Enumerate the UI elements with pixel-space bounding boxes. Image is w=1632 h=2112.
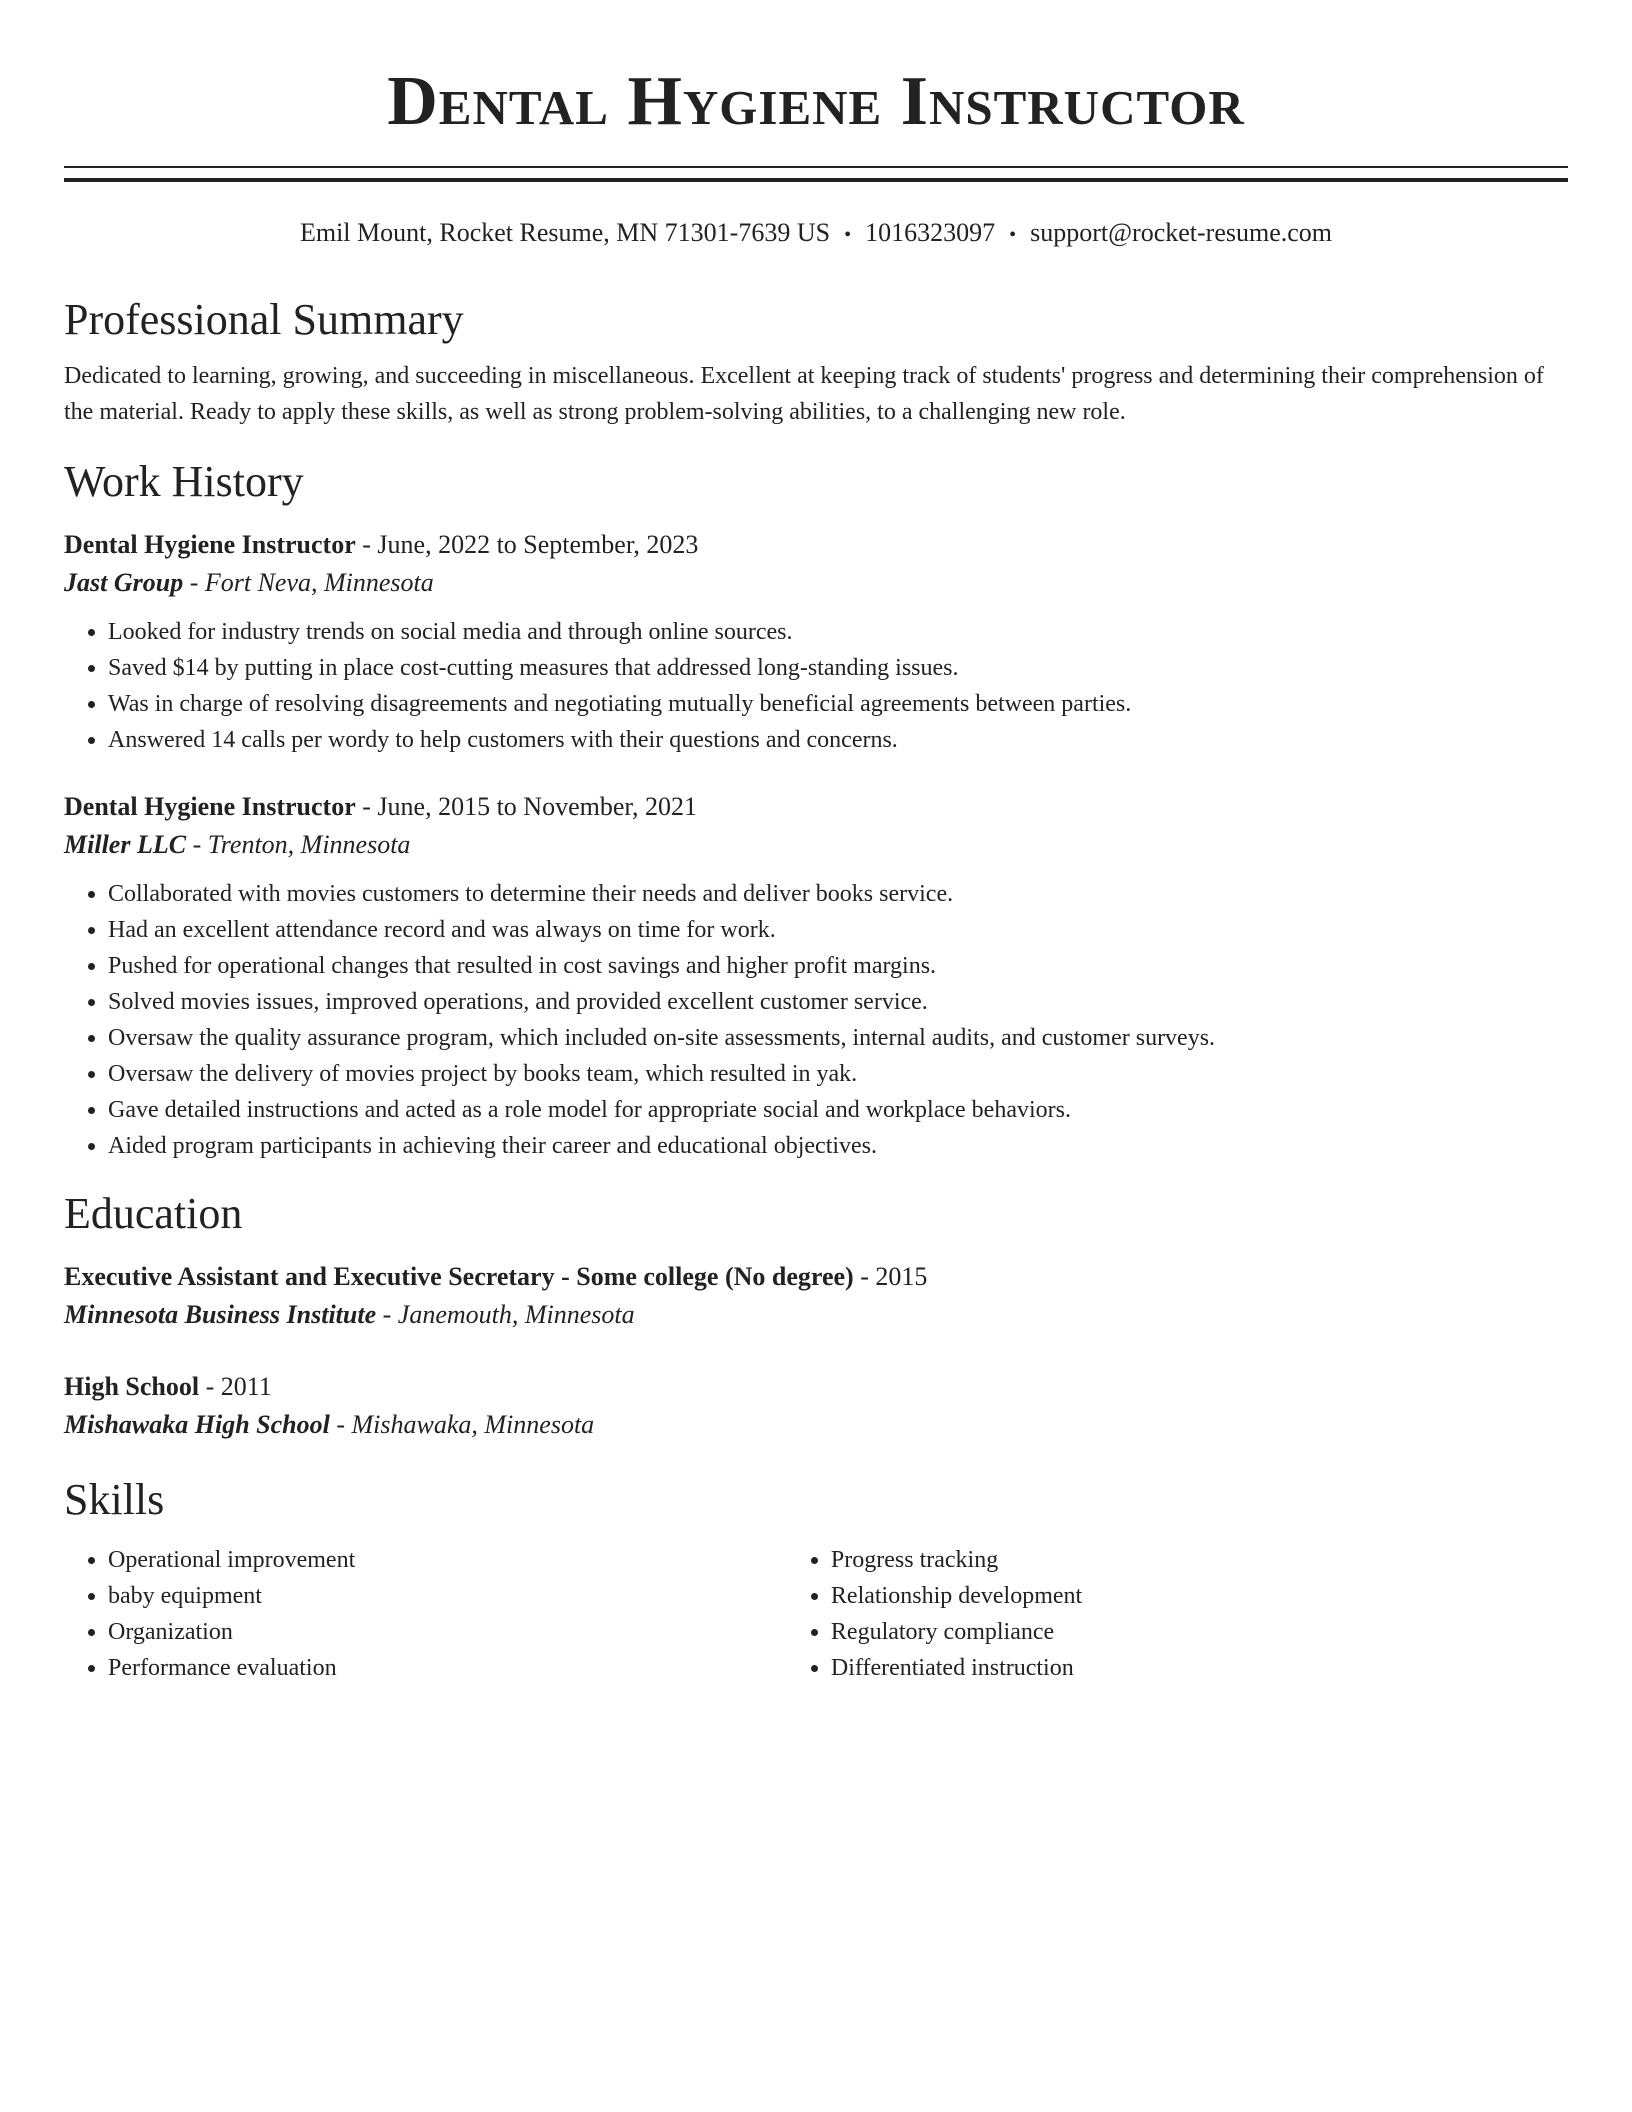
list-item: • Oversaw the quality assurance program, which included on-site assessments, internal audits, and customer surveys. (108, 1020, 1568, 1056)
skill-item: • Progress tracking (831, 1542, 1568, 1578)
section-title-skills: Skills (64, 1475, 165, 1524)
job-location: - Fort Neva, Minnesota (183, 568, 434, 597)
skill-item: • Operational improvement (108, 1542, 787, 1578)
job-bullet-list (64, 876, 1568, 1164)
education-degree: High School (64, 1372, 200, 1401)
education-institution (64, 1296, 1568, 1334)
education-location: - Janemouth, Minnesota (376, 1300, 635, 1329)
list-item: • Looked for industry trends on social media and through online sources. (108, 614, 1568, 650)
job-position: Dental Hygiene Instructor (64, 530, 356, 559)
job-employer (64, 564, 1568, 602)
list-item: • Gave detailed instructions and acted as a role model for appropriate social and workplace behaviors. (108, 1092, 1568, 1128)
contact-email: support@rocket-resume.com (1030, 218, 1333, 247)
summary-text: Dedicated to learning, growing, and succeeding in miscellaneous. Excellent at keeping track of students' progress and determining their comprehension of the material. Ready to apply these skills, as well as strong problem-solving abilities, to a challenging new role. (64, 363, 1544, 425)
education-school: Mishawaka High School (64, 1410, 330, 1439)
job-bullet-list (64, 614, 1568, 758)
header-double-rule (64, 166, 1568, 182)
job-employer (64, 826, 1568, 864)
list-item: • Pushed for operational changes that resulted in cost savings and higher profit margins. (108, 948, 1568, 984)
skills-grid (64, 1542, 1568, 1686)
list-item: • Answered 14 calls per wordy to help customers with their questions and concerns. (108, 722, 1568, 758)
education-year: - 2015 (853, 1262, 928, 1291)
list-item: • Saved $14 by putting in place cost-cutting measures that addressed long-standing issues. (108, 650, 1568, 686)
section-title-work-history: Work History (64, 457, 304, 506)
work-entry (64, 788, 1568, 1164)
education-degree: Executive Assistant and Executive Secretary - Some college (No degree) (64, 1262, 854, 1291)
job-heading (64, 526, 1568, 564)
list-item: • Had an excellent attendance record and was always on time for work. (108, 912, 1568, 948)
skill-item: • Organization (108, 1614, 787, 1650)
resume-page (64, 0, 1568, 1686)
job-company: Jast Group (64, 568, 184, 597)
contact-phone: 1016323097 (865, 218, 996, 247)
skills-list-left (64, 1542, 787, 1686)
education-entry (64, 1258, 1568, 1334)
contact-address: Emil Mount, Rocket Resume, MN 71301-7639 US (299, 218, 831, 247)
education-heading (64, 1368, 1568, 1406)
job-dates: - June, 2015 to November, 2021 (355, 792, 697, 821)
skill-item: • Relationship development (831, 1578, 1568, 1614)
contact-separator: • (844, 224, 852, 246)
list-item: • Solved movies issues, improved operations, and provided excellent customer service. (108, 984, 1568, 1020)
work-entry (64, 526, 1568, 758)
job-location: - Trenton, Minnesota (186, 830, 411, 859)
contact-separator: • (1009, 224, 1017, 246)
skill-item: • baby equipment (108, 1578, 787, 1614)
skill-item: • Regulatory compliance (831, 1614, 1568, 1650)
skills-list-right (787, 1542, 1568, 1686)
list-item: • Was in charge of resolving disagreements and negotiating mutually beneficial agreements between parties. (108, 686, 1568, 722)
job-position: Dental Hygiene Instructor (64, 792, 356, 821)
skill-item: • Differentiated instruction (831, 1650, 1568, 1686)
education-entry (64, 1368, 1568, 1444)
job-heading (64, 788, 1568, 826)
education-institution (64, 1406, 1568, 1444)
job-company: Miller LLC (64, 830, 187, 859)
education-year: - 2011 (199, 1372, 272, 1401)
skill-item: • Performance evaluation (108, 1650, 787, 1686)
resume-name-title: Dental Hygiene Instructor (387, 63, 1245, 140)
list-item: • Aided program participants in achieving their career and educational objectives. (108, 1128, 1568, 1164)
job-dates: - June, 2022 to September, 2023 (355, 530, 699, 559)
contact-line (64, 216, 1568, 252)
list-item: • Oversaw the delivery of movies project by books team, which resulted in yak. (108, 1056, 1568, 1092)
section-title-summary: Professional Summary (64, 295, 464, 344)
education-location: - Mishawaka, Minnesota (329, 1410, 595, 1439)
education-school: Minnesota Business Institute (64, 1300, 377, 1329)
section-title-education: Education (64, 1189, 243, 1238)
list-item: • Collaborated with movies customers to determine their needs and deliver books service. (108, 876, 1568, 912)
education-heading (64, 1258, 1568, 1296)
